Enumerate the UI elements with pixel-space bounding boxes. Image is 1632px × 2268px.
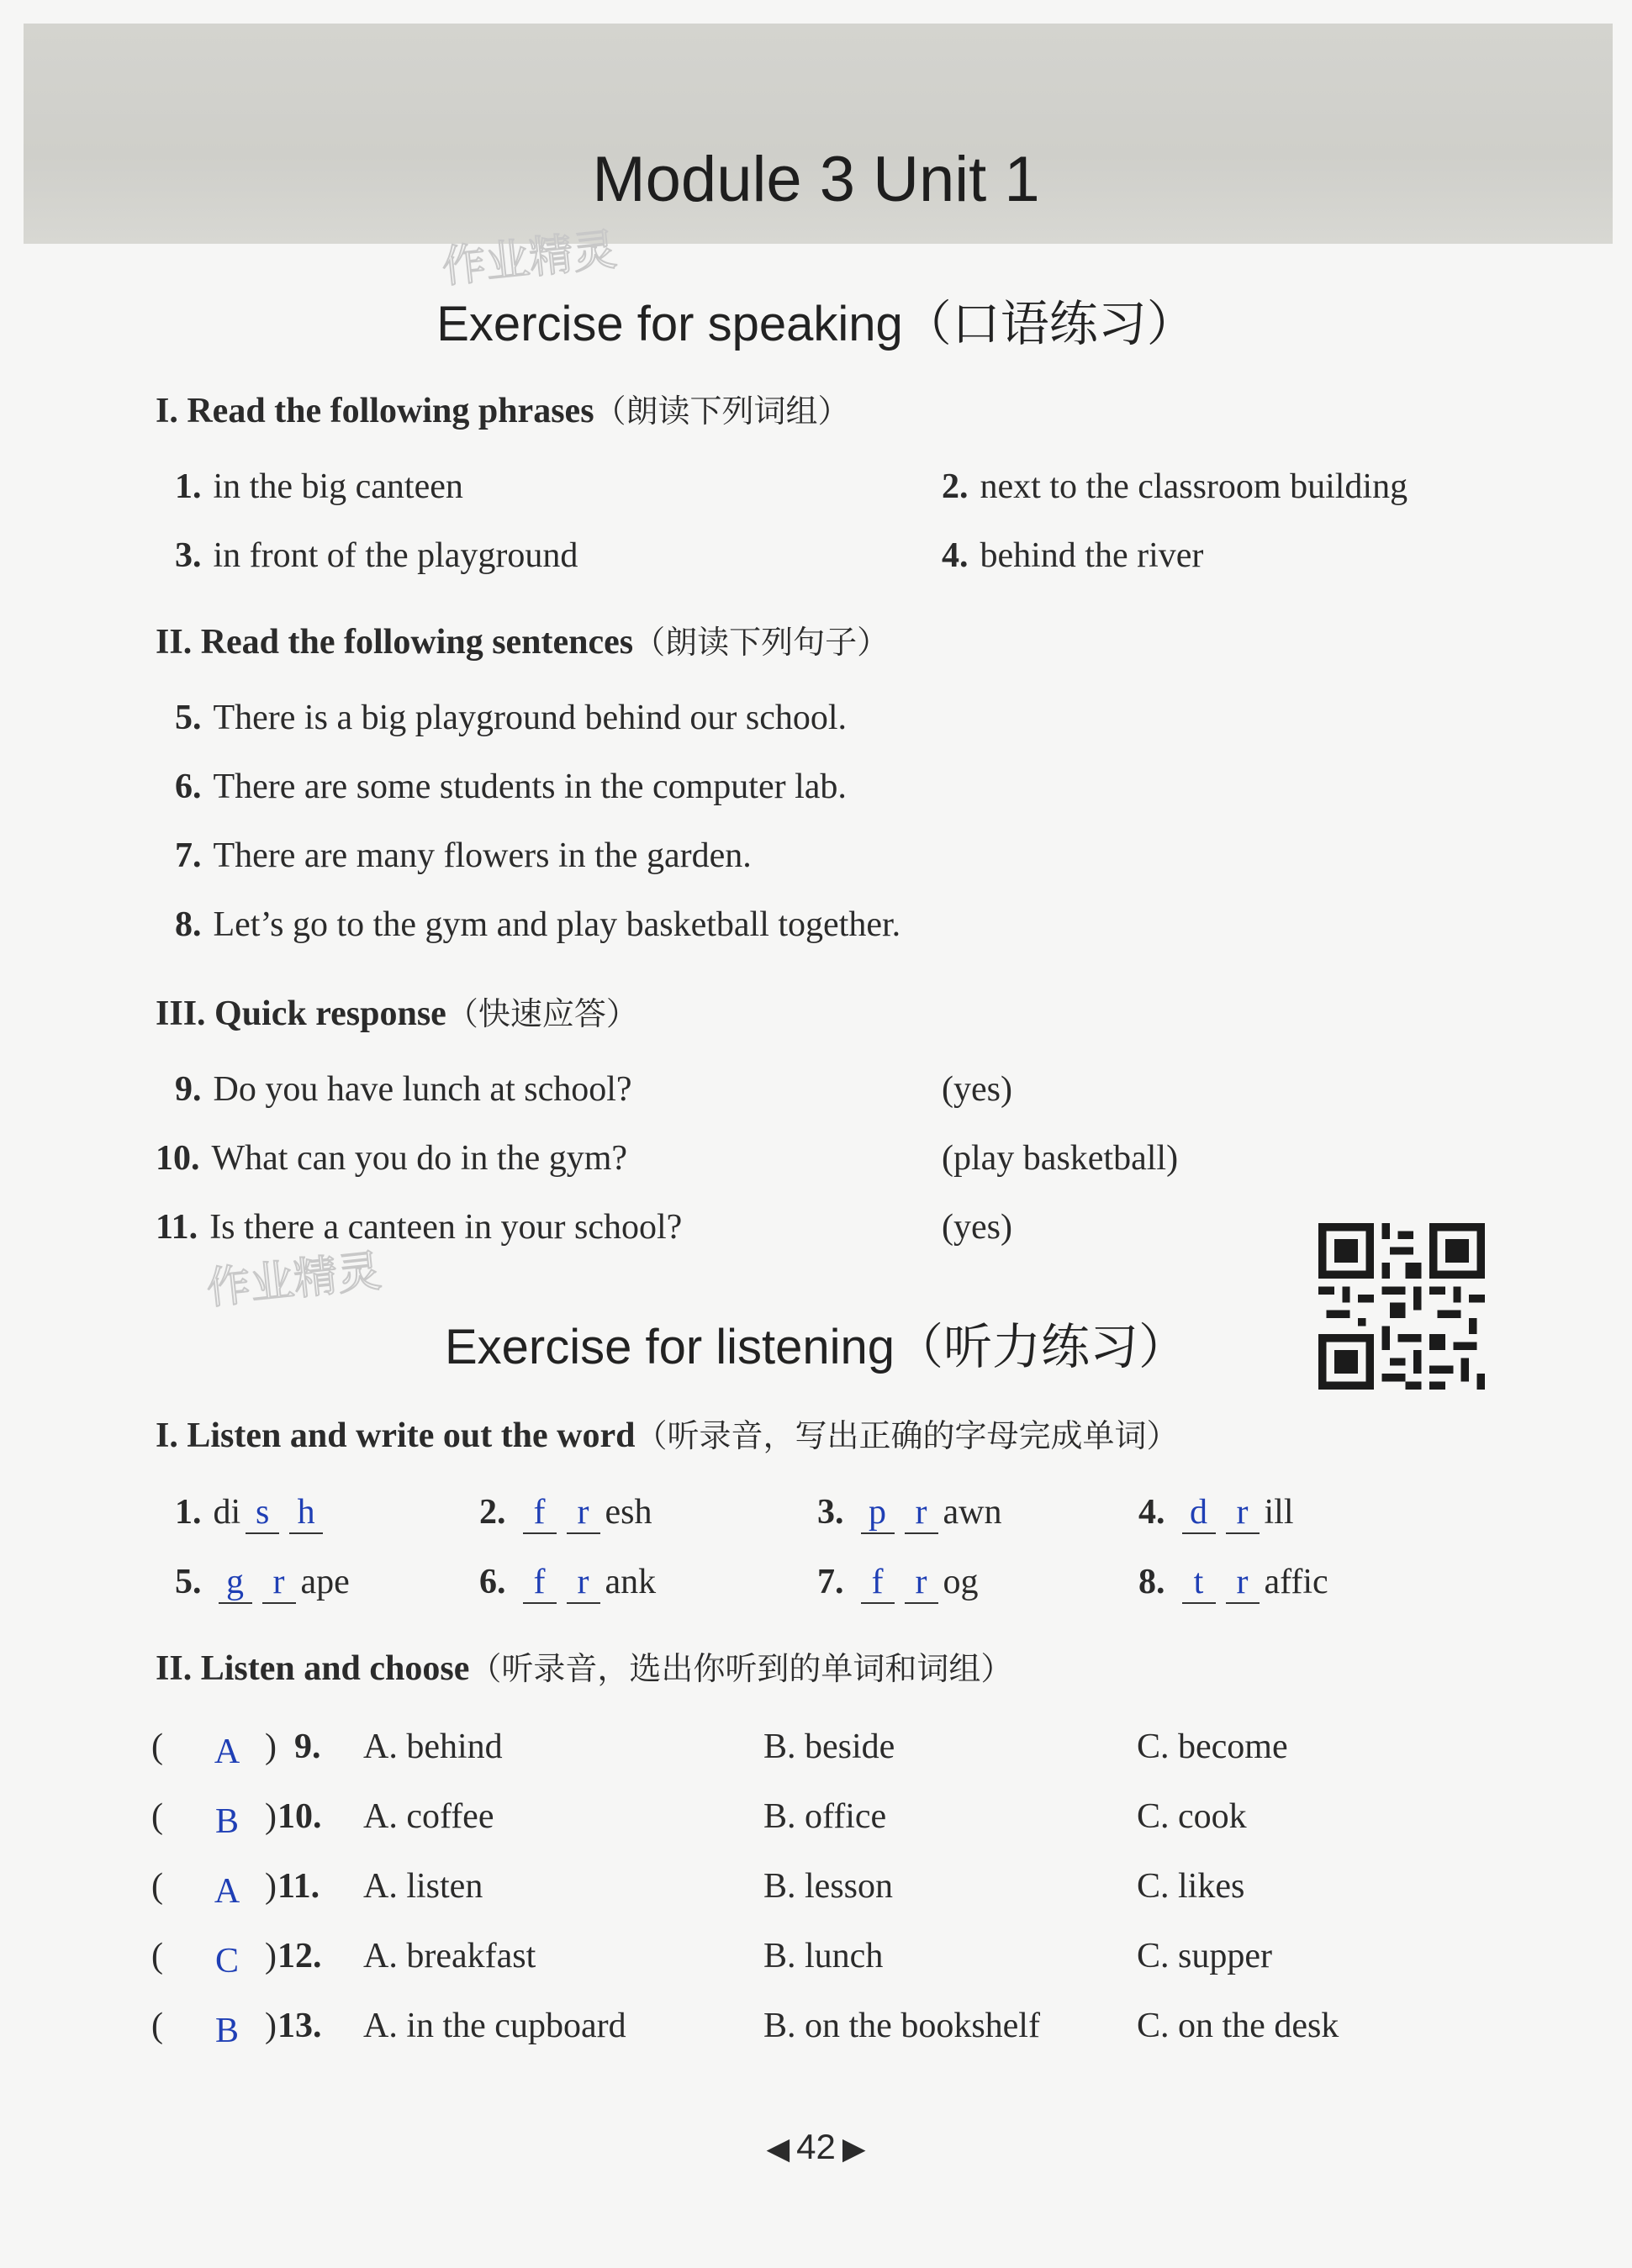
close-paren: ) xyxy=(265,2007,277,2045)
choice-row xyxy=(151,1796,1581,1847)
word-blank-item: 3. p r awn xyxy=(817,1492,1001,1534)
answer-blank[interactable]: r xyxy=(262,1562,296,1604)
speaking-part2-heading xyxy=(156,616,889,662)
sentence-item: 5. There is a big playground behind our school. xyxy=(175,699,847,737)
listening-part2-heading xyxy=(156,1643,1012,1689)
response-hint: (yes) xyxy=(942,1070,1012,1109)
sentence-item: 8. Let’s go to the gym and play basketball together. xyxy=(175,905,901,944)
heading-cn: （听录音，写出正确的字母完成单词） xyxy=(635,1417,1179,1454)
answer-blank[interactable]: r xyxy=(567,1492,600,1534)
close-paren: ) xyxy=(265,1727,277,1766)
heading-en: I. Listen and write out the word xyxy=(156,1416,636,1455)
answer-blank[interactable]: r xyxy=(1226,1562,1260,1604)
word-blank-item: 7. f r og xyxy=(817,1562,979,1604)
option-c[interactable]: C. cook xyxy=(1137,1797,1247,1836)
word-blank-item: 5. g r ape xyxy=(175,1562,350,1604)
answer-blank[interactable]: r xyxy=(1226,1492,1260,1534)
phrase-item: 1. in the big canteen xyxy=(175,467,463,506)
question-number: 10. xyxy=(277,1797,322,1836)
heading-en: II. Listen and choose xyxy=(156,1649,470,1688)
heading-en: III. Quick response xyxy=(156,994,446,1033)
word-blank-item: 6. f r ank xyxy=(479,1562,656,1604)
option-a[interactable]: A. behind xyxy=(363,1727,503,1766)
answer-blank[interactable]: f xyxy=(523,1562,557,1604)
question-number: 9. xyxy=(294,1727,321,1766)
answer-blank[interactable]: f xyxy=(861,1562,895,1604)
choice-row xyxy=(151,1936,1581,1986)
question-number: 12. xyxy=(277,1937,322,1975)
answer-blank[interactable]: r xyxy=(567,1562,600,1604)
option-b[interactable]: B. lunch xyxy=(763,1937,884,1975)
heading-cn: （朗读下列句子） xyxy=(633,624,890,661)
open-paren: ( xyxy=(151,1937,163,1975)
response-hint: (play basketball) xyxy=(942,1139,1179,1178)
close-paren: ) xyxy=(265,1937,277,1975)
triangle-left-icon: ◀ xyxy=(766,2131,790,2165)
heading-cn: （朗读下列词组） xyxy=(594,393,850,430)
answer-blank[interactable]: r xyxy=(905,1492,938,1534)
word-blank-item: 2. f r esh xyxy=(479,1492,652,1534)
choice-row xyxy=(151,1866,1581,1917)
heading-en: II. Read the following sentences xyxy=(156,623,634,662)
heading-cn: （快速应答） xyxy=(446,995,638,1032)
answer-blank[interactable]: f xyxy=(523,1492,557,1534)
choice-row xyxy=(151,1727,1581,1777)
choice-row xyxy=(151,2006,1581,2056)
speaking-part3-heading xyxy=(156,988,638,1034)
word-blank-item: 1. di s h xyxy=(175,1492,328,1534)
response-question: 10. What can you do in the gym? xyxy=(156,1139,628,1178)
answer-blank[interactable]: p xyxy=(861,1492,895,1534)
close-paren: ) xyxy=(265,1867,277,1906)
answer-blank[interactable]: g xyxy=(219,1562,252,1604)
response-hint: (yes) xyxy=(942,1208,1012,1247)
option-b[interactable]: B. beside xyxy=(763,1727,895,1766)
answer-blank[interactable]: s xyxy=(246,1492,279,1534)
option-a[interactable]: A. listen xyxy=(363,1867,483,1906)
speaking-title: Exercise for speaking（口语练习） xyxy=(436,297,1196,351)
answer-mark[interactable]: B xyxy=(214,2012,239,2050)
open-paren: ( xyxy=(151,2007,163,2045)
response-question: 11. Is there a canteen in your school? xyxy=(156,1208,683,1247)
option-a[interactable]: A. in the cupboard xyxy=(363,2007,626,2045)
page-number-text: 42 xyxy=(796,2127,836,2166)
heading-en: I. Read the following phrases xyxy=(156,392,594,430)
open-paren: ( xyxy=(151,1867,163,1906)
module-title: Module 3 Unit 1 xyxy=(592,144,1040,215)
phrase-item: 4. behind the river xyxy=(942,536,1204,575)
open-paren: ( xyxy=(151,1797,163,1836)
question-number: 13. xyxy=(277,2007,322,2045)
answer-blank[interactable]: d xyxy=(1182,1492,1216,1534)
option-b[interactable]: B. on the bookshelf xyxy=(763,2007,1040,2045)
answer-mark[interactable]: C xyxy=(214,1942,239,1981)
option-b[interactable]: B. office xyxy=(763,1797,887,1836)
listening-title: Exercise for listening（听力练习） xyxy=(444,1320,1188,1374)
word-blank-item: 8. t r affic xyxy=(1138,1562,1328,1604)
option-a[interactable]: A. coffee xyxy=(363,1797,494,1836)
option-c[interactable]: C. supper xyxy=(1137,1937,1272,1975)
option-c[interactable]: C. likes xyxy=(1137,1867,1245,1906)
answer-blank[interactable]: t xyxy=(1182,1562,1216,1604)
watermark-top: 作业精灵 xyxy=(440,224,620,293)
option-b[interactable]: B. lesson xyxy=(763,1867,894,1906)
phrase-item: 2. next to the classroom building xyxy=(942,467,1408,506)
answer-mark[interactable]: A xyxy=(214,1733,240,1771)
answer-mark[interactable]: A xyxy=(214,1872,240,1911)
answer-blank[interactable]: r xyxy=(905,1562,938,1604)
sentence-item: 6. There are some students in the computer lab. xyxy=(175,767,847,806)
option-a[interactable]: A. breakfast xyxy=(363,1937,536,1975)
phrase-item: 3. in front of the playground xyxy=(175,536,578,575)
triangle-right-icon: ▶ xyxy=(842,2131,866,2165)
heading-cn: （听录音，选出你听到的单词和词组） xyxy=(469,1650,1013,1687)
listening-part1-heading xyxy=(156,1410,1179,1456)
question-number: 11. xyxy=(277,1867,320,1906)
word-blank-item: 4. d r ill xyxy=(1138,1492,1294,1534)
watermark-middle: 作业精灵 xyxy=(204,1246,384,1315)
open-paren: ( xyxy=(151,1727,163,1766)
close-paren: ) xyxy=(265,1797,277,1836)
option-c[interactable]: C. on the desk xyxy=(1137,2007,1339,2045)
option-c[interactable]: C. become xyxy=(1137,1727,1288,1766)
page-number xyxy=(0,2127,1632,2167)
response-question: 9. Do you have lunch at school? xyxy=(175,1070,632,1109)
speaking-part1-heading xyxy=(156,385,850,431)
answer-blank[interactable]: h xyxy=(289,1492,323,1534)
sentence-item: 7. There are many flowers in the garden. xyxy=(175,836,752,875)
answer-mark[interactable]: B xyxy=(214,1802,239,1841)
